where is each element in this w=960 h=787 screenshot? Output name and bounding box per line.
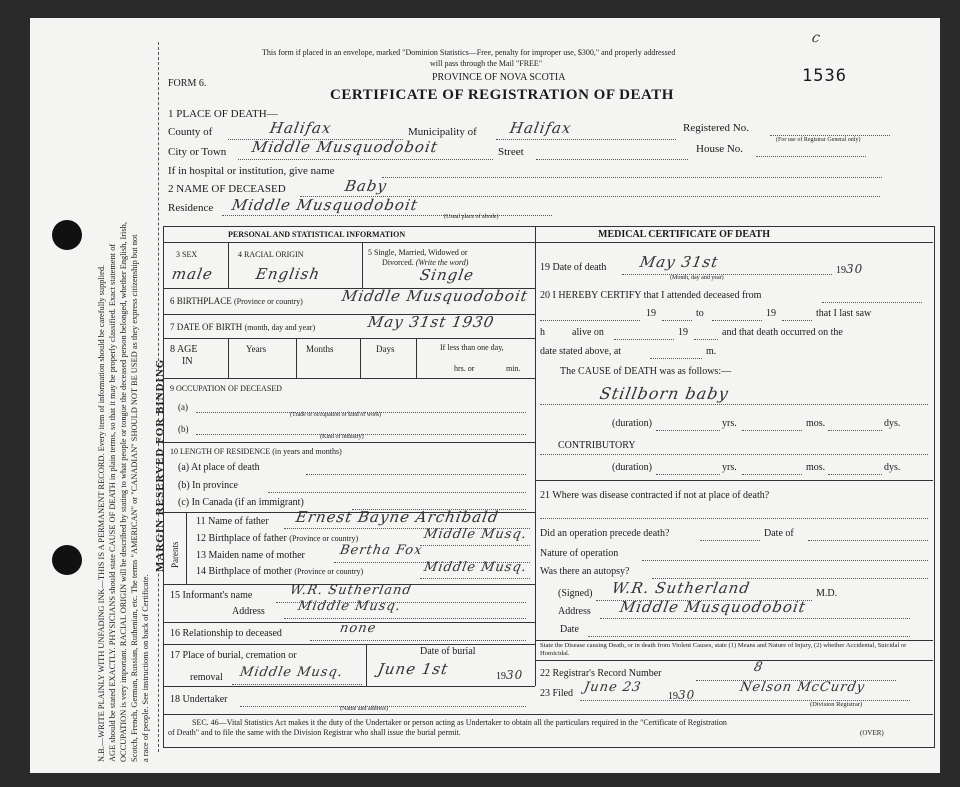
certify-19a: 19 xyxy=(646,308,656,319)
filed-year-prefix: 19 xyxy=(668,691,678,702)
q21-line xyxy=(540,518,928,519)
certify-m: m. xyxy=(706,346,717,357)
burial-place-label: 17 Place of burial, cremation or xyxy=(170,650,297,661)
physician-date-line xyxy=(588,636,910,637)
margin-note-line: N.B.—WRITE PLAINLY WITH UNFADING INK—THIS IS A PERMANENT RECORD. Every item of information should be carefully supplied. xyxy=(97,264,106,762)
burial-year-value: 30 xyxy=(506,668,524,682)
certify-line xyxy=(694,339,718,340)
nature-line xyxy=(642,560,928,561)
residence-b: (b) In province xyxy=(178,480,238,491)
marital-label-3: (Write the word) xyxy=(415,258,469,267)
house-no-line xyxy=(756,156,866,157)
undertaker-note: (Name and address) xyxy=(340,706,388,712)
physician-address-line xyxy=(600,618,910,619)
medical-heading: MEDICAL CERTIFICATE OF DEATH xyxy=(598,229,770,240)
residence-label: Residence xyxy=(168,202,214,214)
removal-label: removal xyxy=(190,672,223,683)
row-divider xyxy=(163,338,535,339)
certify-line xyxy=(822,302,922,303)
binding-label: MARGIN RESERVED FOR BINDING xyxy=(154,358,166,572)
house-no-label: House No. xyxy=(696,143,744,155)
physician-address-label: Address xyxy=(558,606,591,617)
informant-label: 15 Informant's name xyxy=(170,590,253,601)
dys-label: dys. xyxy=(884,418,901,429)
cell-divider xyxy=(360,338,361,378)
occupation-b: (b) xyxy=(178,424,189,434)
physician-address-value: Middle Musquodoboit xyxy=(618,598,808,616)
margin-notes xyxy=(96,222,166,762)
birthplace-note: (Province or country) xyxy=(233,297,303,306)
occupation-label: 9 OCCUPATION OF DECEASED xyxy=(170,384,282,393)
registered-no-label: Registered No. xyxy=(683,122,749,134)
autopsy-label: Was there an autopsy? xyxy=(540,566,630,577)
days-label: Days xyxy=(376,344,395,354)
duration-line xyxy=(828,430,882,431)
duration-line xyxy=(656,474,720,475)
father-birthplace-line xyxy=(420,545,530,546)
certify-h: h xyxy=(540,327,545,338)
death-year-prefix: 19 xyxy=(836,265,846,276)
hospital-label: If in hospital or institution, give name xyxy=(168,165,335,177)
row-divider xyxy=(163,714,933,715)
burial-date-value: June 1st xyxy=(376,660,450,678)
burial-date-label: Date of burial xyxy=(420,646,476,657)
registrar-note: (For use of Registrar General only) xyxy=(776,137,861,143)
row-divider xyxy=(163,242,535,243)
deceased-name-value: Baby xyxy=(343,177,389,195)
filed-year-value: 30 xyxy=(678,688,696,702)
occupation-b-note: (Kind of industry) xyxy=(320,434,364,440)
contributory-label: CONTRIBUTORY xyxy=(558,440,636,451)
mos-label: mos. xyxy=(806,418,826,429)
city-label: City or Town xyxy=(168,146,227,158)
row-divider xyxy=(163,442,535,443)
physician-signature: W.R. Sutherland xyxy=(610,579,752,597)
registrar-signature: Nelson McCurdy xyxy=(738,680,867,695)
operation-date-label: Date of xyxy=(764,528,794,539)
place-of-death-heading: 1 PLACE OF DEATH— xyxy=(168,108,278,120)
birthplace-value: Middle Musquodoboit xyxy=(340,287,530,305)
age-label-2: IN xyxy=(182,356,193,367)
street-line xyxy=(536,159,688,160)
certify-date-stated: date stated above, at xyxy=(540,346,622,357)
dob-value: May 31st 1930 xyxy=(366,313,496,331)
operation-label: Did an operation precede death? xyxy=(540,528,670,539)
father-label: 11 Name of father xyxy=(196,516,269,527)
q21-label: 21 Where was disease contracted if not at place of death? xyxy=(540,490,770,501)
duration-label-2: (duration) xyxy=(612,462,652,473)
county-label: County of xyxy=(168,126,213,138)
record-number-label: 22 Registrar's Record Number xyxy=(540,668,662,679)
violent-causes-note: State the Disease causing Death, or in death from Violent Causes, state (1) Means and Nature of Injury, (2) whether Accidental, Suicidal or Homicidal. xyxy=(540,642,907,657)
duration-label: (duration) xyxy=(612,418,652,429)
punch-hole xyxy=(52,545,82,575)
relationship-label: 16 Relationship to deceased xyxy=(170,628,282,639)
parents-side-label: Parents xyxy=(170,541,180,568)
contributory-line xyxy=(540,454,928,455)
date-of-death-label: 19 Date of death xyxy=(540,262,607,273)
mos-label-2: mos. xyxy=(806,462,826,473)
relationship-value: none xyxy=(338,621,378,636)
certificate-number: 1536 xyxy=(802,66,847,86)
residence-note: (Usual place of abode) xyxy=(444,214,499,220)
dob-label: 7 DATE OF BIRTH xyxy=(170,322,243,332)
hospital-line xyxy=(382,177,882,178)
street-label: Street xyxy=(498,146,524,158)
residence-a-line xyxy=(306,474,526,475)
certify-last-saw: that I last saw xyxy=(816,308,872,319)
nature-label: Nature of operation xyxy=(540,548,619,559)
marital-label: 5 Single, Married, Widowed or xyxy=(368,248,468,257)
county-value: Halifax xyxy=(268,119,334,137)
informant-value: W.R. Sutherland xyxy=(288,583,413,598)
father-birthplace-value: Middle Musq. xyxy=(422,527,529,542)
dys-label-2: dys. xyxy=(884,462,901,473)
certify-text: 20 I HEREBY CERTIFY that I attended deceased from xyxy=(540,290,762,301)
mother-value: Bertha Fox xyxy=(338,543,424,558)
father-birthplace-note: (Province or country) xyxy=(289,534,359,543)
row-divider xyxy=(163,686,535,687)
certify-to: to xyxy=(696,308,704,319)
cause-line xyxy=(540,404,928,405)
duration-line xyxy=(742,474,802,475)
duration-line xyxy=(828,474,882,475)
cell-divider xyxy=(366,644,367,686)
cell-divider xyxy=(228,338,229,378)
md-label: M.D. xyxy=(816,588,838,599)
mail-notice-2: will pass through the Mail "FREE" xyxy=(430,59,543,68)
mother-birthplace-line xyxy=(420,578,530,579)
father-value: Ernest Bayne Archibald xyxy=(294,508,501,526)
yrs-label-2: yrs. xyxy=(722,462,737,473)
personal-heading: PERSONAL AND STATISTICAL INFORMATION xyxy=(228,230,406,239)
footer-sec46-line2: of Death" and to file the same with the Division Registrar who shall issue the burial permit. xyxy=(168,728,461,737)
death-year-value: 30 xyxy=(846,262,864,276)
burial-place-value: Middle Musq. xyxy=(238,665,345,680)
form-number: FORM 6. xyxy=(168,78,207,89)
date-of-death-value: May 31st xyxy=(638,253,720,271)
corner-mark: c xyxy=(810,30,823,46)
certify-line xyxy=(540,320,640,321)
marital-label-2: Divorced. xyxy=(382,258,414,267)
date-of-death-line xyxy=(622,274,832,275)
sex-label: 3 SEX xyxy=(176,250,198,259)
age-label: 8 AGE xyxy=(170,344,198,355)
occupation-a-note: (Trade or occupation or kind of work) xyxy=(290,412,382,418)
informant-address-value: Middle Musq. xyxy=(296,599,403,614)
father-birthplace-label: 12 Birthplace of father xyxy=(196,533,287,544)
city-line xyxy=(238,159,493,160)
date-of-death-note: (Month, day and year) xyxy=(670,275,724,281)
certify-line xyxy=(650,358,702,359)
certify-line xyxy=(662,320,692,321)
cell-divider xyxy=(362,242,363,288)
cause-value: Stillborn baby xyxy=(598,384,731,403)
row-divider xyxy=(163,378,535,379)
row-divider xyxy=(535,242,933,243)
province-heading: PROVINCE OF NOVA SCOTIA xyxy=(432,72,566,83)
certify-line xyxy=(782,320,812,321)
mother-birthplace-value: Middle Musq. xyxy=(422,560,529,575)
less-day-label: If less than one day, xyxy=(440,343,504,352)
mother-label: 13 Maiden name of mother xyxy=(196,550,305,561)
margin-note-line: Scotch, French, German, Russian, Ruthenian, etc. The terms "AMERICAN" or "CANADIAN" SHOULD NOT BE USED as they express citizenship but not xyxy=(130,234,139,762)
row-divider xyxy=(535,660,933,661)
over-label: (OVER) xyxy=(860,729,884,737)
informant-address-label: Address xyxy=(232,606,265,617)
certificate-title: CERTIFICATE OF REGISTRATION OF DEATH xyxy=(330,87,674,103)
municipality-label: Municipality of xyxy=(408,126,477,138)
cell-divider xyxy=(228,242,229,288)
margin-note-line: a race of people. See instructions on back of Certificate. xyxy=(141,574,150,762)
residence-line xyxy=(222,215,552,216)
parents-divider xyxy=(186,512,187,584)
binding-line xyxy=(158,42,159,752)
residence-length-label: 10 LENGTH OF RESIDENCE xyxy=(170,447,271,456)
municipality-value: Halifax xyxy=(508,119,574,137)
signed-label: (Signed) xyxy=(558,588,593,599)
residence-value: Middle Musquodoboit xyxy=(230,196,420,214)
cell-divider xyxy=(296,338,297,378)
row-divider xyxy=(163,644,535,645)
physician-date-label: Date xyxy=(560,624,579,635)
residence-length-note: (in years and months) xyxy=(272,447,342,456)
residence-c: (c) In Canada (if an immigrant) xyxy=(178,497,304,508)
name-label: 2 NAME OF DECEASED xyxy=(168,183,286,195)
mother-birthplace-note: (Province or country) xyxy=(294,567,364,576)
informant-address-line xyxy=(284,618,526,619)
dob-note: (month, day and year) xyxy=(244,323,316,332)
municipality-line xyxy=(496,139,676,140)
occupation-a: (a) xyxy=(178,402,188,412)
certify-death-occurred: and that death occurred on the xyxy=(722,327,843,338)
margin-note-line: OCCUPATION is very important. RACIAL ORIGIN will be described by stating to what people or tongue the deceased person belonged, whether English, Irish, xyxy=(119,222,128,762)
row-divider xyxy=(535,640,933,641)
relationship-line xyxy=(310,640,526,641)
duration-line xyxy=(656,430,720,431)
marital-value: Single xyxy=(418,266,476,284)
city-value: Middle Musquodoboit xyxy=(250,138,440,156)
mother-birthplace-label: 14 Birthplace of mother xyxy=(196,566,292,577)
birthplace-label: 6 BIRTHPLACE xyxy=(170,296,232,306)
residence-b-line xyxy=(268,492,526,493)
hrs-label: hrs. or xyxy=(454,364,475,373)
years-label: Years xyxy=(246,344,267,354)
certify-19c: 19 xyxy=(678,327,688,338)
certify-line xyxy=(712,320,762,321)
certify-alive-on: alive on xyxy=(572,327,604,338)
undertaker-label: 18 Undertaker xyxy=(170,694,228,705)
cause-label: The CAUSE of DEATH was as follows:— xyxy=(560,366,732,377)
residence-a: (a) At place of death xyxy=(178,462,260,473)
punch-hole xyxy=(52,220,82,250)
yrs-label: yrs. xyxy=(722,418,737,429)
filed-value: June 23 xyxy=(582,680,643,695)
burial-year-prefix: 19 xyxy=(496,671,506,682)
operation-line xyxy=(700,540,760,541)
certify-19b: 19 xyxy=(766,308,776,319)
burial-place-line xyxy=(232,684,362,685)
row-divider xyxy=(535,480,933,481)
record-number-value: 8 xyxy=(752,660,765,675)
racial-origin-label: 4 RACIAL ORIGIN xyxy=(238,250,304,259)
mail-notice: This form if placed in an envelope, marked "Dominion Statistics—Free, penalty for improper use, $300," and properly addressed xyxy=(262,48,676,57)
certify-line xyxy=(614,339,674,340)
cell-divider xyxy=(416,338,417,378)
margin-note-line: AGE should be stated EXACTLY. PHYSICIANS should state CAUSE OF DEATH in plain terms, so that it may be properly classified. Exact statement of xyxy=(108,243,117,762)
filed-label: 23 Filed xyxy=(540,688,574,699)
months-label: Months xyxy=(306,344,334,354)
center-divider xyxy=(535,226,536,686)
division-registrar-note: (Division Registrar) xyxy=(810,701,863,708)
footer-sec46-line1: SEC. 46—Vital Statistics Act makes it the duty of the Undertaker or person acting as Undertaker to obtain all the particulars required in the "Certificate of Registration xyxy=(192,718,727,727)
operation-date-line xyxy=(808,540,928,541)
min-label: min. xyxy=(506,364,521,373)
duration-line xyxy=(742,430,802,431)
racial-origin-value: English xyxy=(254,265,322,283)
registered-no-line xyxy=(770,135,890,136)
sex-value: male xyxy=(170,265,215,283)
